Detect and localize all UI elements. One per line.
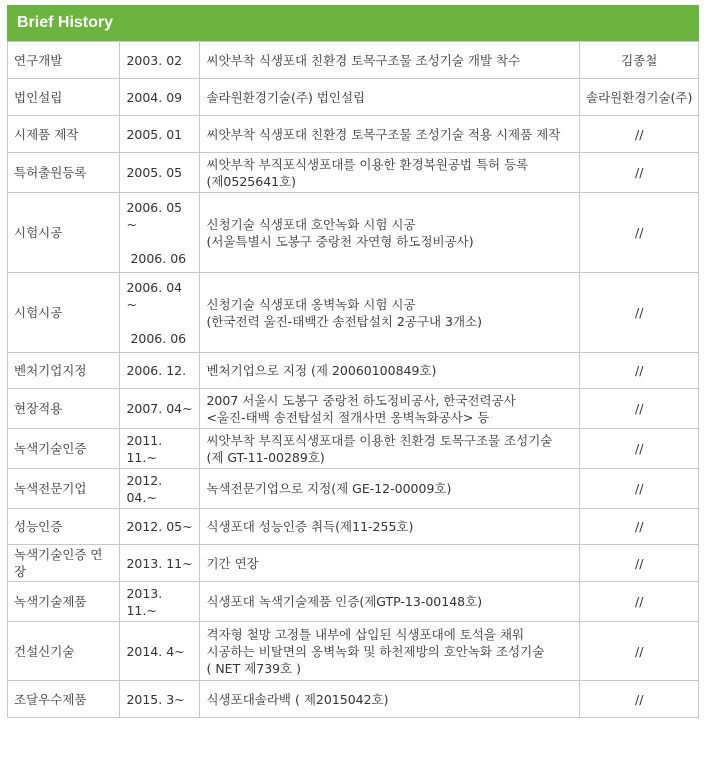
owner-cell: //: [580, 622, 699, 681]
date-cell: 2005. 01: [120, 116, 200, 153]
date-cell: 2004. 09: [120, 79, 200, 116]
description-line: 2007 서울시 도봉구 중랑천 하도정비공사, 한국전력공사: [206, 392, 516, 408]
description-line: ( NET 제739호 ): [206, 660, 302, 676]
description-line: 식생포대솔라백 ( 제2015042호): [206, 691, 389, 707]
description-line: 씨앗부착 부직포식생포대를 이용한 친환경 토목구조물 조성기술: [206, 432, 553, 448]
description-line: 녹색전문기업으로 지정(제 GE-12-00009호): [206, 481, 452, 496]
description-line: (서울특별시 도봉구 중랑천 자연형 하도정비공사): [206, 233, 474, 249]
owner-cell: 솔라원환경기술(주): [580, 79, 699, 116]
table-row: [8, 582, 699, 622]
table-row: [8, 469, 699, 509]
date-to: 2006. 06: [130, 250, 187, 266]
date-cell: 2015. 3~: [120, 681, 200, 718]
category-cell: 법인설립: [8, 79, 120, 116]
owner-cell: //: [580, 153, 699, 193]
description-line: 씨앗부착 식생포대 친환경 토목구조물 조성기술 개발 착수: [206, 52, 521, 68]
description-line: 격자형 철망 고정틀 내부에 삽입된 식생포대에 토석을 채워: [206, 626, 525, 642]
date-cell: 2005. 05: [120, 153, 200, 193]
description-line: (제 GT-11-00289호): [206, 449, 325, 465]
description-line: 식생포대 성능인증 취득(제11-255호): [206, 519, 414, 534]
owner-cell: //: [580, 545, 699, 582]
date-cell: 2013. 11.~: [120, 582, 200, 622]
description-line: 솔라원환경기술(주) 법인설립: [206, 89, 366, 105]
owner-cell: //: [580, 116, 699, 153]
table-row: [8, 42, 699, 79]
category-cell: 성능인증: [8, 509, 120, 545]
owner-cell: //: [580, 353, 699, 389]
owner-cell: //: [580, 429, 699, 469]
category-cell: 시제품 제작: [8, 116, 120, 153]
description-line: (한국전력 울진-태백간 송전탑설치 2공구내 3개소): [206, 313, 482, 329]
description-cell: [200, 273, 580, 353]
description-line: <울진-태백 송전탑설치 절개사면 옹벽녹화공사> 등: [206, 409, 490, 425]
history-panel: [7, 5, 699, 718]
category-cell: 녹색기술제품: [8, 582, 120, 622]
panel-header: [7, 5, 699, 41]
description-cell: [200, 79, 580, 116]
owner-cell: //: [580, 509, 699, 545]
date-cell: [120, 273, 200, 353]
owner-cell: 김종철: [580, 42, 699, 79]
date-cell: 2012. 04.~: [120, 469, 200, 509]
history-table-body: [8, 42, 699, 718]
table-row: [8, 153, 699, 193]
category-cell: 현장적용: [8, 389, 120, 429]
history-table: [7, 41, 699, 718]
category-cell: 특허출원등록: [8, 153, 120, 193]
description-cell: [200, 42, 580, 79]
table-row: [8, 389, 699, 429]
owner-cell: //: [580, 193, 699, 273]
date-cell: 2006. 12.: [120, 353, 200, 389]
description-line: 신청기술 식생포대 옹벽녹화 시험 시공: [206, 296, 416, 312]
table-row: [8, 545, 699, 582]
date-cell: 2014. 4~: [120, 622, 200, 681]
owner-cell: //: [580, 273, 699, 353]
description-cell: [200, 681, 580, 718]
owner-cell: //: [580, 469, 699, 509]
category-cell: 녹색전문기업: [8, 469, 120, 509]
table-row: [8, 273, 699, 353]
table-row: [8, 509, 699, 545]
description-cell: [200, 582, 580, 622]
table-row: [8, 622, 699, 681]
date-from: 2006. 05 ~: [126, 199, 183, 232]
description-line: 씨앗부착 식생포대 친환경 토목구조물 조성기술 적용 시제품 제작: [206, 126, 561, 142]
table-row: [8, 116, 699, 153]
table-row: [8, 79, 699, 116]
date-cell: 2011. 11.~: [120, 429, 200, 469]
category-cell: 연구개발: [8, 42, 120, 79]
description-cell: [200, 353, 580, 389]
date-cell: [120, 193, 200, 273]
category-cell: 시험시공: [8, 193, 120, 273]
category-cell: 녹색기술인증: [8, 429, 120, 469]
table-row: [8, 353, 699, 389]
description-cell: [200, 116, 580, 153]
description-line: 시공하는 비탈면의 옹벽녹화 및 하천제방의 호안녹화 조성기술: [206, 643, 545, 659]
description-line: 식생포대 녹색기술제품 인증(제GTP-13-00148호): [206, 594, 483, 609]
owner-cell: //: [580, 681, 699, 718]
description-cell: [200, 509, 580, 545]
description-cell: [200, 622, 580, 681]
description-line: 벤처기업으로 지정 (제 20060100849호): [206, 363, 437, 378]
date-cell: 2013. 11~: [120, 545, 200, 582]
category-cell: 조달우수제품: [8, 681, 120, 718]
description-line: (제0525641호): [206, 173, 297, 189]
date-cell: 2003. 02: [120, 42, 200, 79]
description-cell: [200, 153, 580, 193]
date-cell: 2012. 05~: [120, 509, 200, 545]
category-cell: 녹색기술인증 연장: [8, 545, 120, 582]
description-cell: [200, 193, 580, 273]
table-row: [8, 429, 699, 469]
date-to: 2006. 06: [130, 330, 187, 346]
description-line: 기간 연장: [206, 555, 259, 571]
description-cell: [200, 469, 580, 509]
panel-title: Brief History: [17, 14, 114, 31]
description-line: 씨앗부착 부직포식생포대를 이용한 환경복원공법 특허 등록: [206, 156, 529, 172]
owner-cell: //: [580, 389, 699, 429]
owner-cell: //: [580, 582, 699, 622]
date-from: 2006. 04 ~: [126, 279, 183, 312]
category-cell: 시험시공: [8, 273, 120, 353]
description-cell: [200, 429, 580, 469]
description-cell: [200, 545, 580, 582]
date-cell: 2007. 04~: [120, 389, 200, 429]
category-cell: 건설신기술: [8, 622, 120, 681]
description-cell: [200, 389, 580, 429]
description-line: 신청기술 식생포대 호안녹화 시험 시공: [206, 216, 416, 232]
table-row: [8, 681, 699, 718]
category-cell: 벤처기업지정: [8, 353, 120, 389]
table-row: [8, 193, 699, 273]
